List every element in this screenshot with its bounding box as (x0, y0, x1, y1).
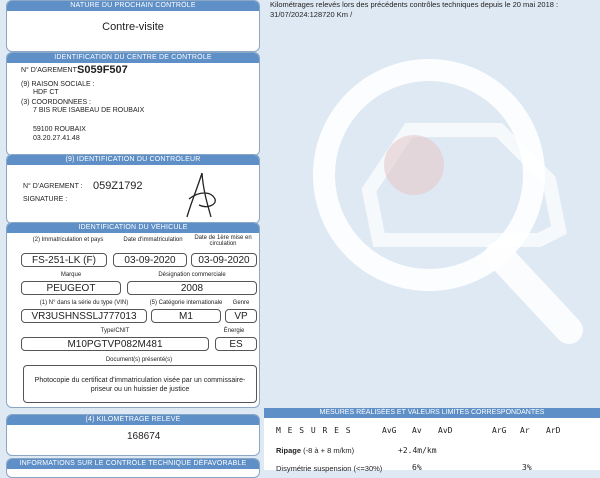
left-column (0, 0, 262, 470)
mesures-section (264, 408, 600, 473)
genre-value: VP (225, 309, 257, 323)
controleur-title: (9) IDENTIFICATION DU CONTRÔLEUR (7, 155, 259, 165)
categorie-label: (5) Catégorie internationale (149, 300, 223, 306)
marque-value: PEUGEOT (21, 281, 121, 295)
col-avd: AvD (438, 426, 453, 435)
controleur-agrement-label: N° D'AGREMENT : (23, 183, 83, 190)
centre-title: IDENTIFICATION DU CENTRE DE CONTRÔLE (7, 53, 259, 63)
docs-label: Document(s) présenté(s) (105, 357, 173, 363)
designation-value: 2008 (127, 281, 257, 295)
susp-label: Disymétrie suspension (<=30%) (276, 464, 383, 473)
km-section (6, 414, 260, 456)
genre-label: Genre (232, 300, 250, 306)
controleur-section (6, 154, 260, 224)
mesures-header: M E S U R E S (276, 426, 352, 435)
ripage-label (276, 446, 354, 455)
energie-value: ES (215, 337, 257, 351)
col-ar: Ar (520, 426, 530, 435)
susp-av: 6% (412, 463, 422, 472)
docs-value: Photocopie du certificat d'immatriculation visée par un commissaire-priseur ou un huissier de justice (23, 365, 257, 403)
marque-label: Marque (60, 272, 82, 278)
nature-value: Contre-visite (102, 21, 164, 33)
centre-agrement-value: S059F507 (77, 64, 128, 76)
signature-image (177, 169, 227, 221)
centre-coord-label: (3) COORDONNEES : (21, 99, 92, 106)
controleur-signature-label: SIGNATURE : (23, 196, 68, 203)
col-ard: ArD (546, 426, 561, 435)
centre-address1: 7 BIS RUE ISABEAU DE ROUBAIX (33, 107, 145, 114)
type-label: Type/CNIT (100, 328, 130, 334)
mesures-title: MESURES RÉALISÉES ET VALEURS LIMITES CORRESPONDANTES (264, 408, 600, 418)
centre-agrement-label: N° D'AGREMENT : (21, 67, 81, 74)
col-avg: AvG (382, 426, 397, 435)
immat-value: FS-251-LK (F) (21, 253, 107, 267)
car-magnifier-watermark-icon (299, 40, 589, 350)
type-value: M10PGTVP082M481 (21, 337, 209, 351)
col-arg: ArG (492, 426, 507, 435)
vehicule-title: IDENTIFICATION DU VÉHICULE (7, 223, 259, 233)
centre-raison-value: HDF CT (33, 89, 59, 96)
centre-raison-label: (9) RAISON SOCIALE : (21, 81, 95, 88)
designation-label: Désignation commerciale (158, 272, 226, 278)
date-immat-label: Date d'immatriculation (123, 237, 183, 243)
ripage-range: (-8 à + 8 m/km) (303, 446, 355, 455)
categorie-value: M1 (151, 309, 221, 323)
right-column (264, 0, 600, 470)
centre-address2: 59100 ROUBAIX (33, 126, 86, 133)
date-circ-value: 03-09-2020 (191, 253, 257, 267)
ripage-value: +2.4m/km (398, 446, 437, 455)
immat-label: (2) Immatriculation et pays (32, 237, 104, 243)
centre-section (6, 52, 260, 156)
nature-section (6, 0, 260, 52)
centre-phone: 03.20.27.41.48 (33, 135, 80, 142)
vin-value: VR3USHNSSLJ777013 (21, 309, 147, 323)
date-immat-value: 03-09-2020 (113, 253, 187, 267)
energie-label: Énergie (223, 328, 245, 334)
km-title: (4) KILOMÉTRAGE RELEVÉ (7, 415, 259, 425)
controleur-agrement-value: 059Z1792 (93, 180, 143, 192)
col-av: Av (412, 426, 422, 435)
susp-ar: 3% (522, 463, 532, 472)
nature-title: NATURE DU PROCHAIN CONTRÔLE (7, 1, 259, 11)
infos-section (6, 458, 260, 478)
infos-title: INFORMATIONS SUR LE CONTRÔLE TECHNIQUE DÉFAVORABLE (7, 459, 259, 469)
km-history-note: Kilométrages relevés lors des précédents contrôles techniques depuis le 20 mai 2018 : 31/07/2024:128720 Km / (270, 0, 559, 19)
vin-label: (1) N° dans la série du type (VIN) (39, 300, 129, 306)
vehicule-section (6, 222, 260, 408)
km-value: 168674 (127, 431, 161, 442)
ripage-label-text: Ripage (276, 446, 302, 455)
date-circ-label: Date de 1ère mise en circulation (194, 235, 252, 247)
